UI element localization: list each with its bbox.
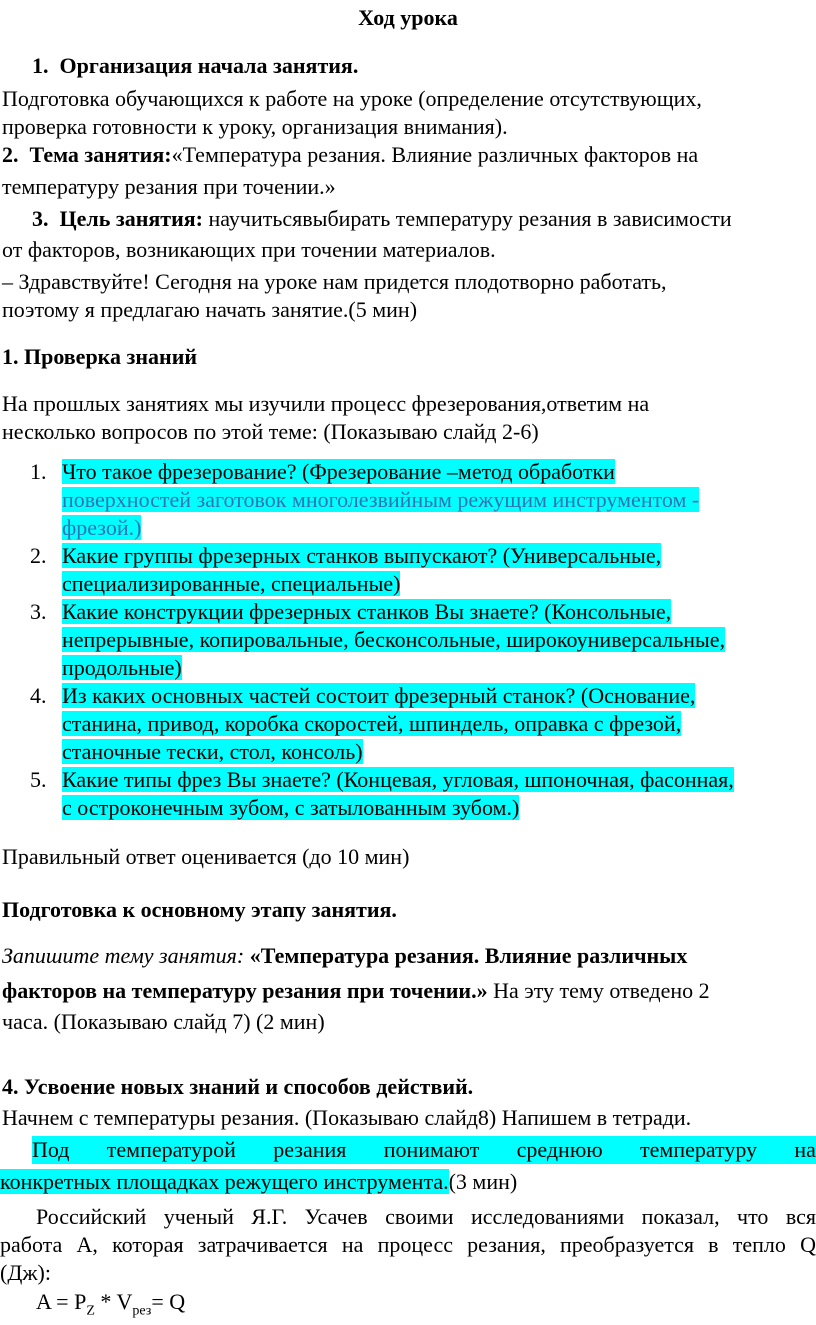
question-item [0, 682, 816, 766]
question-4-line-3: станочные тески, стол, консоль) [62, 739, 363, 764]
formula-subscript: Z [86, 1303, 95, 1319]
section-1-title: Организация начала занятия. [59, 53, 359, 78]
definition-line-2 [0, 1168, 814, 1196]
section-1-heading [32, 52, 814, 80]
usachev-line-3: (Дж): [0, 1260, 51, 1285]
definition-word: Под [32, 1137, 70, 1162]
definition-word: резания [273, 1137, 347, 1162]
section-2-line-1 [2, 141, 814, 169]
definition-word: температуру [640, 1137, 758, 1162]
knowledge-check-line-1: На прошлых занятиях мы изучили процесс фрезерования,ответим на [2, 391, 650, 416]
usachev-word: своими [385, 1204, 454, 1229]
question-5-line-2: с остроконечным зубом, с затылованным зубом.) [62, 795, 520, 820]
write-topic-instruction: Запишите тему занятия: [2, 943, 250, 968]
definition-time: (3 мин) [448, 1169, 518, 1194]
section-1-line-1: Подготовка обучающихся к работе на уроке (определение отсутствующих, [2, 86, 702, 111]
preparation-line-3: часа. (Показываю слайд 7) (2 мин) [2, 1009, 325, 1034]
usachev-word: вся [785, 1204, 816, 1229]
section-1-number: 1. [32, 53, 49, 78]
formula-part: = Q [151, 1289, 186, 1314]
question-3-line-2: непрерывные, копировальные, бесконсольные, широкоуниверсальные, [62, 627, 726, 652]
question-number: 3. [30, 599, 47, 624]
section-1-line-2: проверка готовности к уроку, организация внимания). [2, 114, 508, 139]
question-1-line-1: Что такое фрезерование? (Фрезерование –метод обработки [62, 459, 615, 484]
section-3-goal: научитьсявыбирать температуру резания в зависимости [202, 206, 732, 231]
usachev-word: в [708, 1232, 719, 1257]
question-1-line-2: поверхностей заготовок многолезвийным режущим инструментом - [62, 487, 700, 512]
section-4-heading: 4. Усвоение новых знаний и способов действий. [2, 1074, 474, 1099]
usachev-word: показал, [641, 1204, 720, 1229]
section-2-line-2: температуру резания при точении.» [2, 174, 336, 199]
usachev-word: Российский [36, 1204, 147, 1229]
preparation-line-1 [2, 942, 814, 970]
question-3-line-3: продольные) [62, 655, 182, 680]
preparation-line-2 [2, 977, 814, 1005]
usachev-word: Я.Г. [251, 1204, 288, 1229]
question-item [0, 766, 816, 822]
question-4-line-2: станина, привод, коробка скоростей, шпиндель, оправка с фрезой, [62, 711, 682, 736]
usachev-word: на [341, 1232, 364, 1257]
question-number: 1. [30, 459, 47, 484]
section-3-number: 3. [32, 206, 49, 231]
question-2-line-2: специализированные, специальные) [62, 571, 401, 596]
usachev-word: резания, [467, 1232, 546, 1257]
usachev-word: А, [76, 1232, 98, 1257]
section-2-title: Тема занятия: [29, 142, 172, 167]
usachev-line-1-words [36, 1203, 816, 1231]
question-number: 2. [30, 543, 47, 568]
questions-list [0, 458, 816, 822]
question-item [0, 458, 816, 542]
knowledge-check-line-2: несколько вопросов по этой теме: (Показываю слайд 2-6) [2, 419, 539, 444]
topic-title-part-1: «Температура резания. Влияние различных [249, 943, 688, 968]
question-3-line-1: Какие конструкции фрезерных станков Вы знаете? (Консольные, [62, 599, 672, 624]
usachev-word: исследованиями [471, 1204, 625, 1229]
section-4-line-1: Начнем с температуры резания. (Показываю слайд8) Напишем в тетради. [2, 1105, 692, 1130]
topic-title-part-2: факторов на температуру резания при точении.» [2, 978, 488, 1003]
section-2-number: 2. [2, 142, 19, 167]
work-heat-formula [36, 1288, 814, 1325]
formula-subscript: рез [132, 1303, 152, 1319]
usachev-word: ученый [163, 1204, 234, 1229]
usachev-word: что [737, 1204, 769, 1229]
usachev-line-2 [0, 1231, 816, 1259]
greeting-line-1: – Здравствуйте! Сегодня на уроке нам придется плодотворно работать, [2, 269, 667, 294]
evaluation-note: Правильный ответ оценивается (до 10 мин) [2, 844, 410, 869]
time-allotted-text: На эту тему отведено 2 [487, 978, 710, 1003]
usachev-line-1 [0, 1203, 816, 1231]
question-2-line-1: Какие группы фрезерных станков выпускают? (Универсальные, [62, 543, 662, 568]
section-3-title: Цель занятия: [59, 206, 203, 231]
definition-word: среднюю [516, 1137, 603, 1162]
question-item [0, 542, 816, 598]
definition-highlight-1 [32, 1136, 816, 1164]
usachev-word: процесс [377, 1232, 453, 1257]
question-item [0, 598, 816, 682]
page-title: Ход урока [358, 5, 458, 30]
question-1-line-3: фрезой.) [62, 515, 142, 540]
usachev-word: которая [112, 1232, 184, 1257]
knowledge-check-heading: 1. Проверка знаний [2, 344, 198, 369]
usachev-line-2-words [0, 1231, 816, 1259]
definition-line-1 [0, 1136, 816, 1164]
section-3-line-1 [32, 205, 814, 233]
definition-word: на [794, 1137, 816, 1162]
question-number: 4. [30, 683, 47, 708]
question-number: 5. [30, 767, 47, 792]
definition-highlight-2: конкретных площадках режущего инструмента. [0, 1169, 449, 1194]
usachev-word: тепло [732, 1232, 786, 1257]
section-2-topic: «Температура резания. Влияние различных факторов на [171, 142, 699, 167]
formula-part: A = P [36, 1289, 87, 1314]
greeting-line-2: поэтому я предлагаю начать занятие.(5 мин) [2, 297, 418, 322]
preparation-heading: Подготовка к основному этапу занятия. [2, 897, 397, 922]
usachev-word: работа [0, 1232, 63, 1257]
formula-part: * V [94, 1289, 133, 1314]
definition-word: понимают [383, 1137, 480, 1162]
definition-word: температурой [106, 1137, 236, 1162]
usachev-word: преобразуется [560, 1232, 694, 1257]
usachev-word: Q [800, 1232, 816, 1257]
question-5-line-1: Какие типы фрез Вы знаете? (Концевая, угловая, шпоночная, фасонная, [62, 767, 734, 792]
usachev-word: затрачивается [197, 1232, 328, 1257]
section-3-line-2: от факторов, возникающих при точении материалов. [2, 237, 496, 262]
question-4-line-1: Из каких основных частей состоит фрезерный станок? (Основание, [62, 683, 696, 708]
usachev-word: Усачев [304, 1204, 368, 1229]
